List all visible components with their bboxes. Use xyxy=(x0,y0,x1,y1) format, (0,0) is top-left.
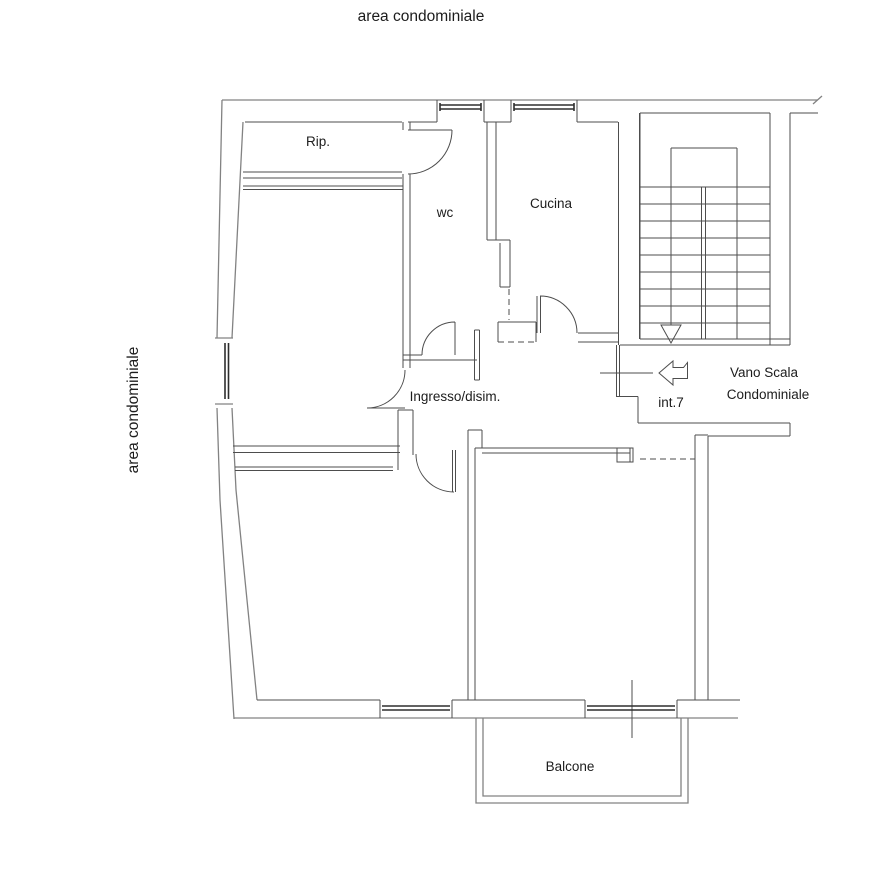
stairs-icon xyxy=(620,113,790,345)
bottom-window-1-icon xyxy=(382,706,450,710)
storage-door-icon xyxy=(408,130,452,174)
left-area-label: area condominiale xyxy=(125,346,142,474)
room-living xyxy=(233,186,405,453)
bottom-wall xyxy=(257,680,740,738)
room-label-balcony: Balcone xyxy=(545,759,595,774)
top-area-label: area condominiale xyxy=(357,8,485,25)
bedroom-divider-wall xyxy=(468,430,482,700)
top-window-1-icon xyxy=(440,103,481,111)
room-kitchen xyxy=(537,113,640,345)
hall-pillar xyxy=(398,410,413,470)
bedroom-right-right-wall xyxy=(695,435,708,700)
bedroom-left-door-icon xyxy=(416,450,456,492)
storage-right-wall xyxy=(403,122,410,368)
room-label-hall: Ingresso/disim. xyxy=(409,389,501,404)
bedroom-right-top-wall xyxy=(482,448,630,462)
wc-wall-stub xyxy=(475,330,480,380)
room-bedroom-left xyxy=(235,410,456,492)
unit-label: int.7 xyxy=(658,395,684,410)
top-outer-wall xyxy=(222,96,822,104)
room-label-kitchen: Cucina xyxy=(529,196,573,211)
shaft-dashed-line xyxy=(498,289,538,342)
left-window-sills xyxy=(215,338,233,404)
room-bathroom xyxy=(403,322,480,380)
top-window-2-icon xyxy=(514,103,574,111)
entry-arrow-icon xyxy=(659,361,688,385)
room-label-bathroom: wc xyxy=(436,205,454,220)
entry-wall xyxy=(617,345,639,423)
room-label-storage: Rip. xyxy=(305,134,331,149)
shaft-box xyxy=(498,322,536,342)
storage-bottom-wall xyxy=(243,172,402,178)
stairwell-label-line2: Condominiale xyxy=(726,387,810,402)
kitchen-right-wall xyxy=(619,113,640,345)
bottom-window-2-icon xyxy=(587,706,675,710)
living-bottom-wall xyxy=(233,446,400,453)
stair-rail xyxy=(702,187,706,339)
room-bedroom-right xyxy=(482,435,708,700)
room-storage xyxy=(243,122,452,368)
living-top-wall xyxy=(243,186,403,190)
left-inner-wall xyxy=(232,122,257,700)
wc-door-icon xyxy=(422,322,455,355)
wc-bottom-wall xyxy=(403,355,477,360)
landing-bottom-wall xyxy=(638,423,790,436)
bedroom-left-top-wall xyxy=(235,467,393,471)
stairwell-label-line1: Vano Scala xyxy=(729,365,799,380)
top-wall-inner xyxy=(245,100,818,122)
kitchen-door-icon xyxy=(537,296,577,333)
living-door-icon xyxy=(367,370,405,408)
stair-down-arrow-icon xyxy=(661,182,681,343)
left-window-icon xyxy=(225,343,229,399)
entry-block xyxy=(617,448,633,462)
shaft-wall xyxy=(487,122,538,342)
kitchen-bottom-wall xyxy=(578,333,618,342)
stair-landing-box xyxy=(671,148,737,339)
